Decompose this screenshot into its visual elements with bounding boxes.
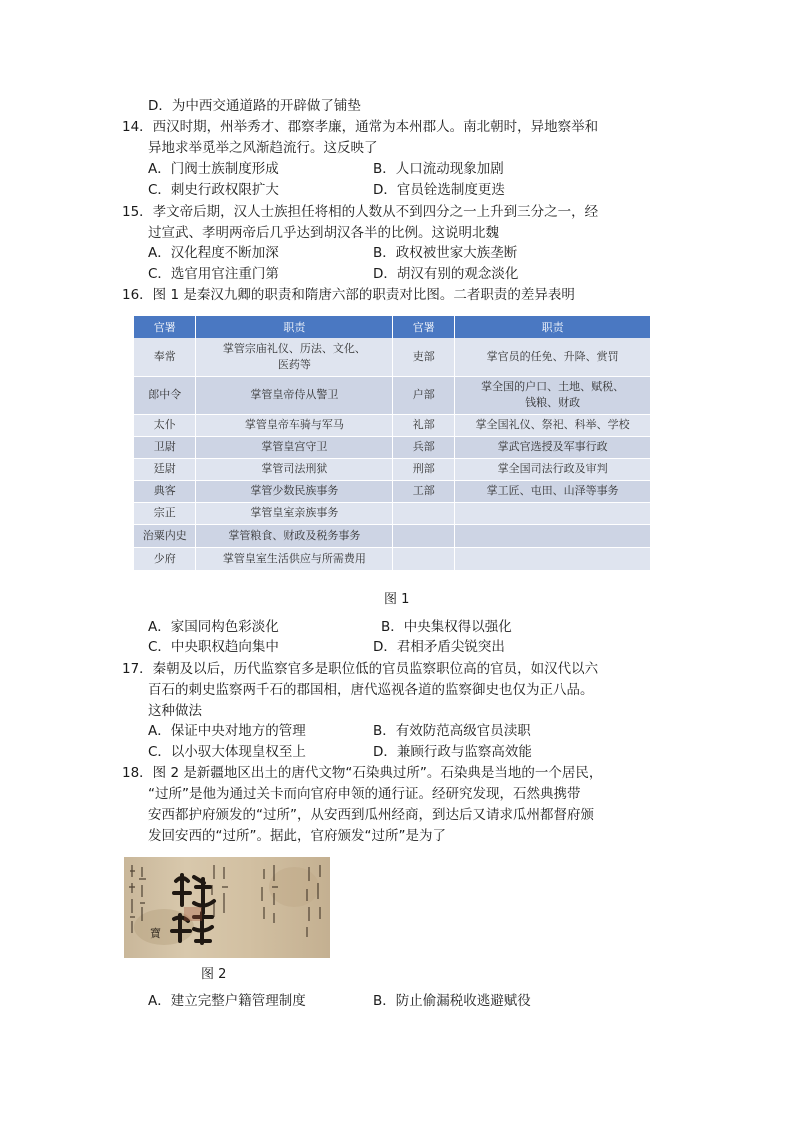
table-cell: 工部: [393, 480, 455, 502]
table-cell: [455, 524, 651, 547]
table-row: [134, 376, 651, 414]
q18-stem-line2: “过所”是他为通过关卡而向官府申领的通行证。经研究发现，石然典携带: [148, 786, 581, 802]
manuscript-calligraphy: [124, 857, 330, 958]
figure-2-manuscript-image: [124, 857, 330, 958]
table-cell: [455, 502, 651, 524]
q15-option-d: D．胡汉有别的观念淡化: [373, 266, 519, 282]
q15-stem-line1: 15．孝文帝后期，汉人士族担任将相的人数从不到四分之一上升到三分之一，经: [122, 204, 599, 220]
table-row: [134, 502, 651, 524]
table-cell: 掌工匠、屯田、山泽等事务: [455, 480, 651, 502]
q16-option-c: C．中央职权趋向集中: [148, 639, 279, 655]
table-cell: 掌全国礼仪、祭祀、科举、学校: [455, 414, 651, 436]
table-header: 官署: [134, 316, 196, 338]
table-cell: 太仆: [134, 414, 196, 436]
table-header: 官署: [393, 316, 455, 338]
q16-option-b: B．中央集权得以强化: [381, 619, 512, 635]
q17-option-d: D．兼顾行政与监察高效能: [373, 744, 532, 760]
table-cell: 掌管皇室生活供应与所需费用: [196, 547, 393, 570]
figure-1-caption: 图 1: [384, 592, 410, 607]
q15-stem-line2: 过宣武、孝明两帝后几乎达到胡汉各半的比例。这说明北魏: [148, 225, 499, 241]
q14-option-c: C．刺史行政权限扩大: [148, 182, 279, 198]
table-row: [134, 547, 651, 570]
q18-stem-line3: 安西都护府颁发的“过所”，从安西到瓜州经商，到达后又请求瓜州都督府颁: [148, 807, 594, 823]
table-cell: 奉常: [134, 338, 196, 376]
table-cell: [393, 547, 455, 570]
table-cell: 户部: [393, 376, 455, 414]
q18-option-a: A．建立完整户籍管理制度: [148, 993, 306, 1009]
svg-text:寶: 寶: [150, 927, 161, 940]
q16-stem-line1: 16．图 1 是秦汉九卿的职责和隋唐六部的职责对比图。二者职责的差异表明: [122, 287, 575, 303]
table-cell: 掌管皇帝侍从警卫: [196, 376, 393, 414]
q17-option-c: C．以小驭大体现皇权至上: [148, 744, 306, 760]
q17-option-a: A．保证中央对地方的管理: [148, 723, 306, 739]
q17-stem-line1: 17．秦朝及以后，历代监察官多是职位低的官员监察职位高的官员，如汉代以六: [122, 661, 599, 677]
table-row: [134, 338, 651, 376]
q18-stem-line1: 18．图 2 是新疆地区出土的唐代文物“石染典过所”。石染典是当地的一个居民，: [122, 765, 603, 781]
table-cell: 卫尉: [134, 436, 196, 458]
table-cell: 掌全国的户口、土地、赋税、钱粮、财政: [455, 376, 651, 414]
q15-option-a: A．汉化程度不断加深: [148, 245, 279, 261]
table-cell: 掌管皇室亲族事务: [196, 502, 393, 524]
table-cell: 少府: [134, 547, 196, 570]
q16-option-d: D．君相矛盾尖锐突出: [373, 639, 505, 655]
q16-option-a: A．家国同构色彩淡化: [148, 619, 279, 635]
table-cell: 掌武官选授及军事行政: [455, 436, 651, 458]
q17-option-b: B．有效防范高级官员渎职: [373, 723, 531, 739]
table-cell: 掌全国司法行政及审判: [455, 458, 651, 480]
duty-comparison-table: [134, 316, 651, 571]
table-row: [134, 480, 651, 502]
q18-stem-line4: 发回安西的“过所”。据此，官府颁发“过所”是为了: [148, 828, 446, 844]
table-row: [134, 524, 651, 547]
q17-stem-line2: 百石的刺史监察两千石的郡国相，唐代巡视各道的监察御史也仅为正八品。: [148, 682, 594, 698]
q14-option-b: B．人口流动现象加剧: [373, 161, 504, 177]
table-cell: 掌管皇帝车骑与军马: [196, 414, 393, 436]
q13-option-d: D．为中西交通道路的开辟做了铺垫: [148, 98, 361, 114]
q15-option-c: C．选官用官注重门第: [148, 266, 279, 282]
table-cell: 掌管宗庙礼仪、历法、文化、医药等: [196, 338, 393, 376]
q14-stem-line2: 异地求举觅举之风渐趋流行。这反映了: [148, 140, 378, 156]
table-cell: 掌管皇宫守卫: [196, 436, 393, 458]
table-header: 职责: [455, 316, 651, 338]
table-cell: 兵部: [393, 436, 455, 458]
table-cell: 掌管粮食、财政及税务事务: [196, 524, 393, 547]
table-cell: 宗正: [134, 502, 196, 524]
table-cell: 刑部: [393, 458, 455, 480]
table-cell: [393, 502, 455, 524]
table-cell: 礼部: [393, 414, 455, 436]
figure-2-caption: 图 2: [201, 967, 227, 982]
table-header: 职责: [196, 316, 393, 338]
table-row: [134, 458, 651, 480]
table-header-row: [134, 316, 651, 338]
table-cell: 典客: [134, 480, 196, 502]
q14-stem-line1: 14．西汉时期，州举秀才、郡察孝廉，通常为本州郡人。南北朝时，异地察举和: [122, 119, 599, 135]
table-cell: [393, 524, 455, 547]
table-row: [134, 414, 651, 436]
table-cell: 治粟内史: [134, 524, 196, 547]
table-cell: 掌管少数民族事务: [196, 480, 393, 502]
q17-stem-line3: 这种做法: [148, 703, 202, 719]
table-cell: [455, 547, 651, 570]
table-row: [134, 436, 651, 458]
table-cell: 廷尉: [134, 458, 196, 480]
q14-option-d: D．官员铨选制度更迭: [373, 182, 505, 198]
table-cell: 郎中令: [134, 376, 196, 414]
table-cell: 吏部: [393, 338, 455, 376]
q14-option-a: A．门阀士族制度形成: [148, 161, 279, 177]
table-cell: 掌管司法刑狱: [196, 458, 393, 480]
table-cell: 掌官员的任免、升降、赏罚: [455, 338, 651, 376]
q18-option-b: B．防止偷漏税收逃避赋役: [373, 993, 531, 1009]
q15-option-b: B．政权被世家大族垄断: [373, 245, 518, 261]
